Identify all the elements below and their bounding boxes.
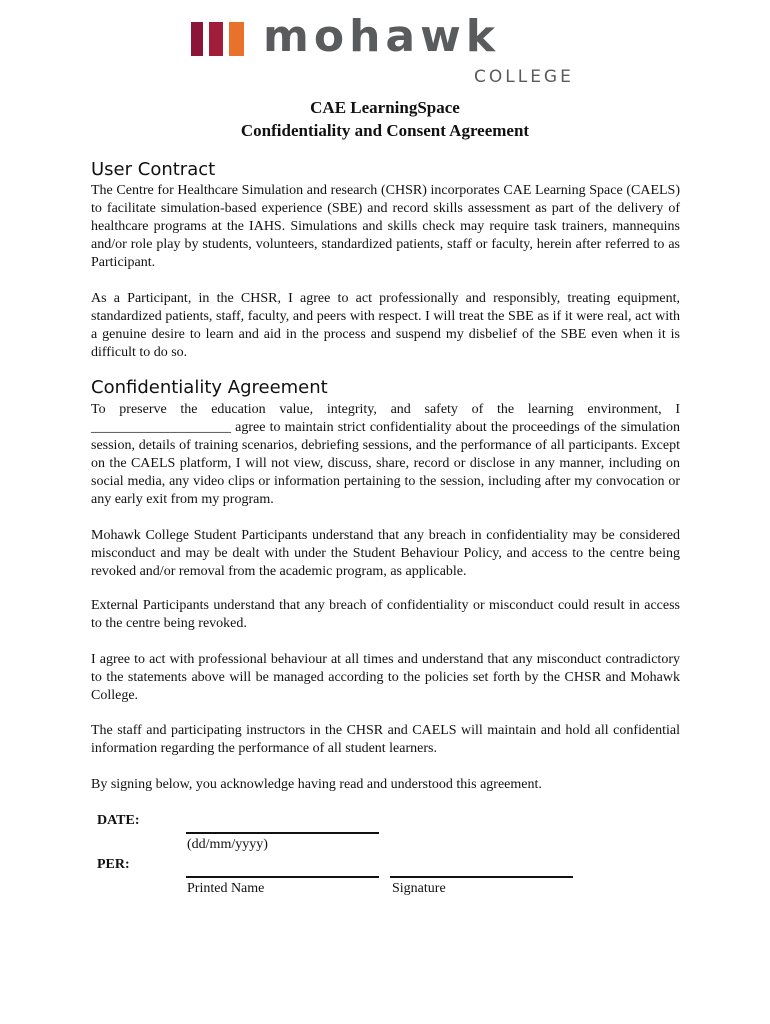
user-contract-paragraph: The Centre for Healthcare Simulation and research (CHSR) incorporates CAE Learning Space (CAELS) to facilitate simulation-based experience (SBE) and record skills assessment as part of the delivery of healthcare programs at the IAHS. Simulations and skills check may require task trainers, mannequins and/or role play by students, volunteers, standardized patients, staff or faculty, herein after referred to as Participant. xyxy=(91,183,680,270)
date-signature-line[interactable] xyxy=(186,832,379,834)
user-contract-heading: User Contract xyxy=(91,159,216,180)
confidentiality-heading: Confidentiality Agreement xyxy=(91,377,328,398)
per-label: PER: xyxy=(97,857,130,872)
confidentiality-paragraph: External Participants understand that any breach of confidentiality or misconduct could result in access to the centre being revoked. xyxy=(91,598,680,631)
confidentiality-paragraph: To preserve the education value, integrity, and safety of the learning environment, I ____________________ agree to maintain strict confidentiality about the proceedings of the simulation session, details of training scenarios, debriefing sessions, and the performance of all participants. Except on the CAELS platform, I will not view, discuss, share, record or disclose in any manner, including on social media, any video clips or information pertaining to the session, including after my convocation or any early exit from my program. xyxy=(91,402,680,507)
signature-caption: Signature xyxy=(392,881,446,896)
printed-name-line[interactable] xyxy=(186,876,379,878)
user-contract-paragraph: As a Participant, in the CHSR, I agree to act professionally and responsibly, treating equipment, standardized patients, staff, faculty, and peers with respect. I will treat the SBE as if it were real, act with a genuine desire to learn and aid in the process and suspend my disbelief of the SBE even when it is difficult to do so. xyxy=(91,291,680,360)
logo-wordmark: mohawk xyxy=(263,11,501,62)
printed-name-caption: Printed Name xyxy=(187,881,265,896)
logo-bar xyxy=(209,22,223,56)
logo-subtitle: COLLEGE xyxy=(474,67,574,87)
logo-bars-icon xyxy=(191,22,251,56)
date-format-caption: (dd/mm/yyyy) xyxy=(187,837,268,852)
mohawk-college-logo xyxy=(191,11,581,92)
date-label: DATE: xyxy=(97,813,140,828)
logo-bar xyxy=(229,22,244,56)
confidentiality-paragraph: Mohawk College Student Participants understand that any breach in confidentiality may be considered misconduct and may be dealt with under the Student Behaviour Policy, and access to the centre being revoked and/or removal from the academic program, as applicable. xyxy=(91,528,680,579)
confidentiality-paragraph: The staff and participating instructors in the CHSR and CAELS will maintain and hold all confidential information regarding the performance of all student learners. xyxy=(91,723,680,756)
confidentiality-paragraph: I agree to act with professional behaviour at all times and understand that any misconduct contradictory to the statements above will be managed according to the policies set forth by the CHSR and Mohawk College. xyxy=(91,652,680,703)
signature-line[interactable] xyxy=(390,876,573,878)
logo-bar xyxy=(191,22,203,56)
document-subtitle: Confidentiality and Consent Agreement xyxy=(240,121,530,140)
document-title: CAE LearningSpace xyxy=(310,98,460,117)
acknowledgement-paragraph: By signing below, you acknowledge having read and understood this agreement. xyxy=(91,777,542,792)
